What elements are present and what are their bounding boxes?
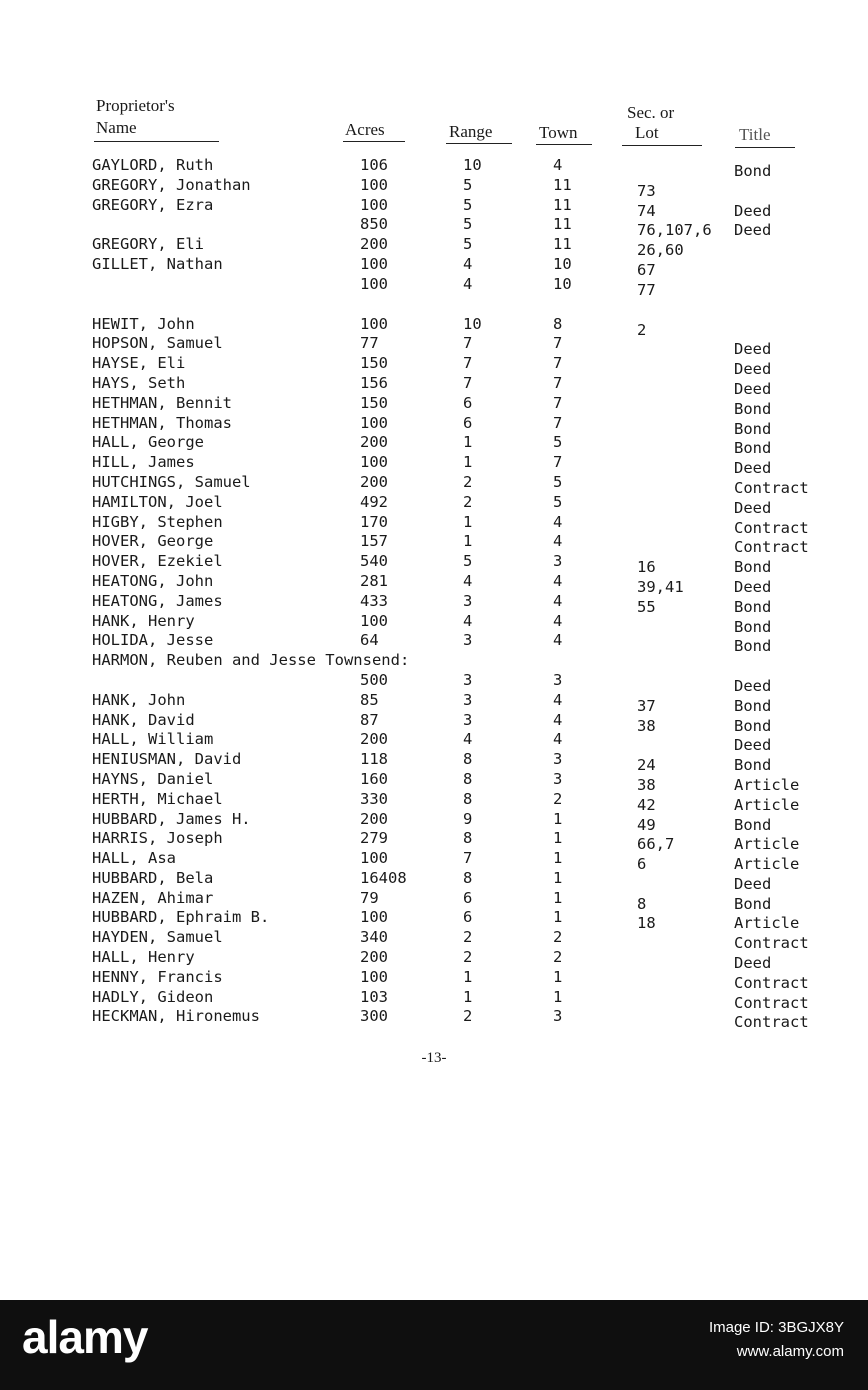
cell-acres: 100 [360,314,388,333]
table-row [0,254,868,279]
cell-title: Bond [734,696,772,715]
cell-range: 5 [463,195,473,214]
table-row [0,492,868,517]
cell-town: 10 [553,254,572,273]
header-range: Range [449,122,493,141]
cell-range: 1 [463,987,473,1006]
table-row [0,690,868,715]
cell-acres: 281 [360,571,388,590]
cell-range: 4 [463,571,473,590]
table-row [0,730,868,755]
cell-name: HALL, Asa [92,849,176,868]
cell-name: GREGORY, Jonathan [92,175,251,194]
cell-range: 1 [463,433,473,452]
cell-name: HUTCHINGS, Samuel [92,472,251,491]
cell-acres: 492 [360,492,388,511]
cell-range: 5 [463,552,473,571]
cell-town: 8 [553,314,563,333]
table-row [0,928,868,953]
cell-acres: 103 [360,987,388,1006]
cell-name: HOPSON, Samuel [92,334,223,353]
cell-title: Article [734,795,800,814]
cell-range: 10 [463,156,482,174]
cell-acres: 330 [360,789,388,808]
cell-name: HEATONG, John [92,571,214,590]
cell-town: 2 [553,948,563,967]
table-row [0,235,868,260]
cell-name: HARMON, Reuben and Jesse Townsend: [92,651,410,670]
cell-range: 6 [463,888,473,907]
cell-name: HALL, William [92,730,214,749]
cell-title: Contract [734,478,809,497]
cell-name: HERTH, Michael [92,789,223,808]
cell-name: HOVER, Ezekiel [92,552,223,571]
header-title-underline [735,147,795,148]
cell-acres: 200 [360,948,388,967]
table-row [0,552,868,577]
cell-town: 5 [553,433,563,452]
cell-range: 4 [463,254,473,273]
cell-town: 3 [553,552,563,571]
cell-acres: 77 [360,334,379,353]
cell-name: HEATONG, James [92,591,223,610]
table-row [0,532,868,557]
records-table [0,156,868,1032]
cell-name: HUBBARD, Ephraim B. [92,908,270,927]
image-id: Image ID: 3BGJX8Y [708,1319,844,1336]
cell-town: 4 [553,571,563,590]
cell-town: 1 [553,908,563,927]
cell-title: Contract [734,1013,809,1032]
cell-range: 1 [463,512,473,531]
cell-name: HALL, George [92,433,204,452]
cell-name: HAMILTON, Joel [92,492,223,511]
table-row [0,274,868,299]
group-spacer [0,295,868,315]
cell-title: Article [734,775,800,794]
cell-town: 7 [553,354,563,373]
cell-title: Bond [734,162,772,180]
cell-range: 10 [463,314,482,333]
cell-acres: 156 [360,373,388,392]
cell-range: 4 [463,730,473,749]
table-row [0,888,868,913]
cell-name: HENNY, Francis [92,967,223,986]
header-name-underline [94,141,219,142]
cell-title: Deed [734,340,772,359]
cell-name: HAYDEN, Samuel [92,928,223,947]
table-row [0,829,868,854]
cell-name: HETHMAN, Bennit [92,393,232,412]
cell-range: 2 [463,928,473,947]
cell-town: 3 [553,750,563,769]
cell-town: 3 [553,1007,563,1026]
cell-acres: 200 [360,730,388,749]
cell-lot: 38 [637,716,656,735]
cell-name: HENIUSMAN, David [92,750,242,769]
cell-lot: 77 [637,280,656,299]
watermark-footer [0,1300,868,1390]
table-row [0,453,868,478]
cell-acres: 540 [360,552,388,571]
cell-town: 7 [553,373,563,392]
header-name-line2: Name [96,118,137,137]
cell-name: HALL, Henry [92,948,195,967]
cell-title: Contract [734,973,809,992]
header-lot-line1: Sec. or [627,103,675,122]
cell-range: 1 [463,453,473,472]
table-row [0,512,868,537]
table-row [0,769,868,794]
cell-title: Deed [734,459,772,478]
cell-range: 1 [463,967,473,986]
cell-name: HAYNS, Daniel [92,769,214,788]
cell-acres: 85 [360,690,379,709]
cell-lot: 26,60 [637,241,684,260]
cell-town: 7 [553,413,563,432]
cell-range: 3 [463,670,473,689]
cell-range: 7 [463,354,473,373]
cell-acres: 79 [360,888,379,907]
table-row [0,393,868,418]
table-row [0,789,868,814]
header-town-underline [536,144,592,145]
table-row [0,967,868,992]
cell-name: GAYLORD, Ruth [92,156,214,174]
cell-acres: 150 [360,393,388,412]
cell-title: Contract [734,934,809,953]
cell-title: Contract [734,993,809,1012]
header-town: Town [539,123,578,142]
page-number: -13- [421,1050,447,1066]
cell-town: 7 [553,453,563,472]
cell-range: 2 [463,492,473,511]
cell-name: HOVER, George [92,532,214,551]
cell-title: Deed [734,201,772,220]
cell-acres: 100 [360,195,388,214]
cell-title: Bond [734,558,772,577]
cell-name: HADLY, Gideon [92,987,214,1006]
table-row [0,750,868,775]
cell-range: 2 [463,948,473,967]
cell-lot: 76,107,6 [637,221,712,240]
cell-range: 1 [463,532,473,551]
table-row [0,591,868,616]
cell-lot: 66,7 [637,835,675,854]
cell-title: Article [734,914,800,933]
cell-town: 4 [553,631,563,650]
table-row [0,215,868,240]
table-row [0,670,868,695]
cell-lot: 74 [637,201,656,220]
cell-range: 7 [463,849,473,868]
cell-name: HOLIDA, Jesse [92,631,214,650]
image-info [709,1316,844,1364]
table-row [0,413,868,438]
cell-town: 5 [553,472,563,491]
header-title: Title [739,125,771,144]
cell-name: HIGBY, Stephen [92,512,223,531]
cell-title: Bond [734,419,772,438]
cell-title: Contract [734,538,809,557]
cell-town: 1 [553,888,563,907]
table-row [0,1007,868,1032]
cell-title: Bond [734,399,772,418]
table-row [0,809,868,834]
cell-acres: 100 [360,849,388,868]
cell-acres: 170 [360,512,388,531]
cell-title: Bond [734,439,772,458]
cell-range: 9 [463,809,473,828]
cell-town: 1 [553,829,563,848]
cell-acres: 200 [360,433,388,452]
cell-range: 8 [463,750,473,769]
cell-title: Bond [734,815,772,834]
table-row [0,571,868,596]
cell-town: 3 [553,670,563,689]
cell-name: HAYS, Seth [92,373,186,392]
cell-name: HUBBARD, Bela [92,868,214,887]
cell-title: Deed [734,498,772,517]
cell-name: HANK, Henry [92,611,195,630]
site-url: www.alamy.com [736,1343,844,1360]
cell-range: 8 [463,769,473,788]
cell-name: GILLET, Nathan [92,254,223,273]
cell-town: 4 [553,591,563,610]
cell-acres: 500 [360,670,388,689]
table-row [0,175,868,200]
cell-lot: 42 [637,795,656,814]
cell-name: HECKMAN, Hironemus [92,1007,260,1026]
cell-town: 5 [553,492,563,511]
cell-town: 4 [553,156,563,174]
cell-title: Bond [734,716,772,735]
cell-town: 11 [553,215,572,234]
cell-range: 8 [463,789,473,808]
cell-acres: 100 [360,274,388,293]
cell-range: 8 [463,868,473,887]
cell-title: Bond [734,617,772,636]
cell-title: Article [734,835,800,854]
cell-range: 4 [463,611,473,630]
cell-acres: 100 [360,413,388,432]
header-lot-underline [622,145,702,146]
table-row [0,156,868,180]
cell-name: HILL, James [92,453,195,472]
cell-title: Bond [734,637,772,656]
cell-title: Deed [734,379,772,398]
cell-lot: 8 [637,894,647,913]
cell-acres: 100 [360,175,388,194]
cell-acres: 100 [360,967,388,986]
cell-town: 4 [553,611,563,630]
cell-range: 2 [463,1007,473,1026]
table-row [0,433,868,458]
cell-name: HANK, David [92,710,195,729]
table-row [0,354,868,379]
cell-range: 7 [463,373,473,392]
cell-acres: 160 [360,769,388,788]
table-row [0,611,868,636]
cell-name: HETHMAN, Thomas [92,413,232,432]
table-row [0,195,868,220]
header-acres-underline [343,141,405,142]
table-row [0,334,868,359]
cell-town: 11 [553,175,572,194]
cell-acres: 850 [360,215,388,234]
cell-town: 1 [553,967,563,986]
cell-lot: 37 [637,696,656,715]
cell-acres: 100 [360,254,388,273]
cell-acres: 300 [360,1007,388,1026]
header-name-line1: Proprietor's [96,96,175,115]
cell-lot: 6 [637,855,647,874]
header-range-underline [446,143,512,144]
cell-title: Deed [734,360,772,379]
cell-acres: 64 [360,631,379,650]
cell-acres: 16408 [360,868,407,887]
cell-range: 6 [463,413,473,432]
cell-range: 2 [463,472,473,491]
cell-lot: 73 [637,181,656,200]
cell-name: HANK, John [92,690,186,709]
cell-name: HAYSE, Eli [92,354,186,373]
cell-title: Deed [734,954,772,973]
cell-acres: 279 [360,829,388,848]
cell-acres: 157 [360,532,388,551]
cell-lot: 18 [637,914,656,933]
cell-range: 5 [463,175,473,194]
cell-lot: 2 [637,320,647,339]
cell-lot: 16 [637,558,656,577]
header-lot-line2: Lot [635,123,659,142]
cell-title: Deed [734,221,772,240]
table-row [0,849,868,874]
table-row [0,472,868,497]
cell-town: 10 [553,274,572,293]
cell-range: 8 [463,829,473,848]
cell-town: 1 [553,809,563,828]
cell-acres: 87 [360,710,379,729]
brand-logo: alamy [22,1311,148,1363]
table-row [0,868,868,893]
cell-title: Deed [734,874,772,893]
table-row [0,987,868,1012]
cell-town: 4 [553,710,563,729]
cell-title: Deed [734,676,772,695]
cell-town: 1 [553,868,563,887]
cell-lot: 49 [637,815,656,834]
cell-town: 2 [553,789,563,808]
cell-name: GREGORY, Ezra [92,195,214,214]
cell-range: 3 [463,591,473,610]
table-row [0,373,868,398]
table-row [0,314,868,339]
table-row [0,631,868,656]
cell-name: HAZEN, Ahimar [92,888,214,907]
cell-title: Article [734,855,800,874]
cell-acres: 200 [360,472,388,491]
cell-name: HARRIS, Joseph [92,829,223,848]
cell-town: 7 [553,393,563,412]
cell-town: 4 [553,730,563,749]
cell-acres: 100 [360,611,388,630]
cell-town: 11 [553,195,572,214]
cell-town: 4 [553,532,563,551]
cell-title: Deed [734,577,772,596]
cell-town: 11 [553,235,572,254]
cell-town: 3 [553,769,563,788]
table-row [0,908,868,933]
cell-range: 5 [463,235,473,254]
table-row [0,710,868,735]
cell-lot: 67 [637,260,656,279]
cell-range: 7 [463,334,473,353]
cell-lot: 55 [637,597,656,616]
cell-acres: 200 [360,809,388,828]
cell-range: 4 [463,274,473,293]
header-acres: Acres [345,120,385,139]
cell-range: 5 [463,215,473,234]
cell-range: 3 [463,690,473,709]
cell-town: 1 [553,849,563,868]
cell-name: GREGORY, Eli [92,235,204,254]
cell-title: Contract [734,518,809,537]
cell-acres: 100 [360,453,388,472]
cell-title: Bond [734,894,772,913]
cell-range: 6 [463,393,473,412]
table-row [0,948,868,973]
cell-title: Bond [734,756,772,775]
cell-lot: 38 [637,775,656,794]
cell-acres: 200 [360,235,388,254]
cell-title: Bond [734,597,772,616]
cell-town: 7 [553,334,563,353]
cell-acres: 118 [360,750,388,769]
table-row [0,651,868,671]
cell-acres: 100 [360,908,388,927]
cell-lot: 24 [637,756,656,775]
cell-town: 4 [553,690,563,709]
cell-range: 3 [463,710,473,729]
cell-range: 6 [463,908,473,927]
cell-acres: 150 [360,354,388,373]
cell-name: HUBBARD, James H. [92,809,251,828]
cell-acres: 106 [360,156,388,174]
cell-name: HEWIT, John [92,314,195,333]
cell-title: Deed [734,736,772,755]
cell-town: 2 [553,928,563,947]
cell-lot: 39,41 [637,577,684,596]
cell-acres: 433 [360,591,388,610]
cell-range: 3 [463,631,473,650]
cell-town: 1 [553,987,563,1006]
cell-acres: 340 [360,928,388,947]
cell-town: 4 [553,512,563,531]
